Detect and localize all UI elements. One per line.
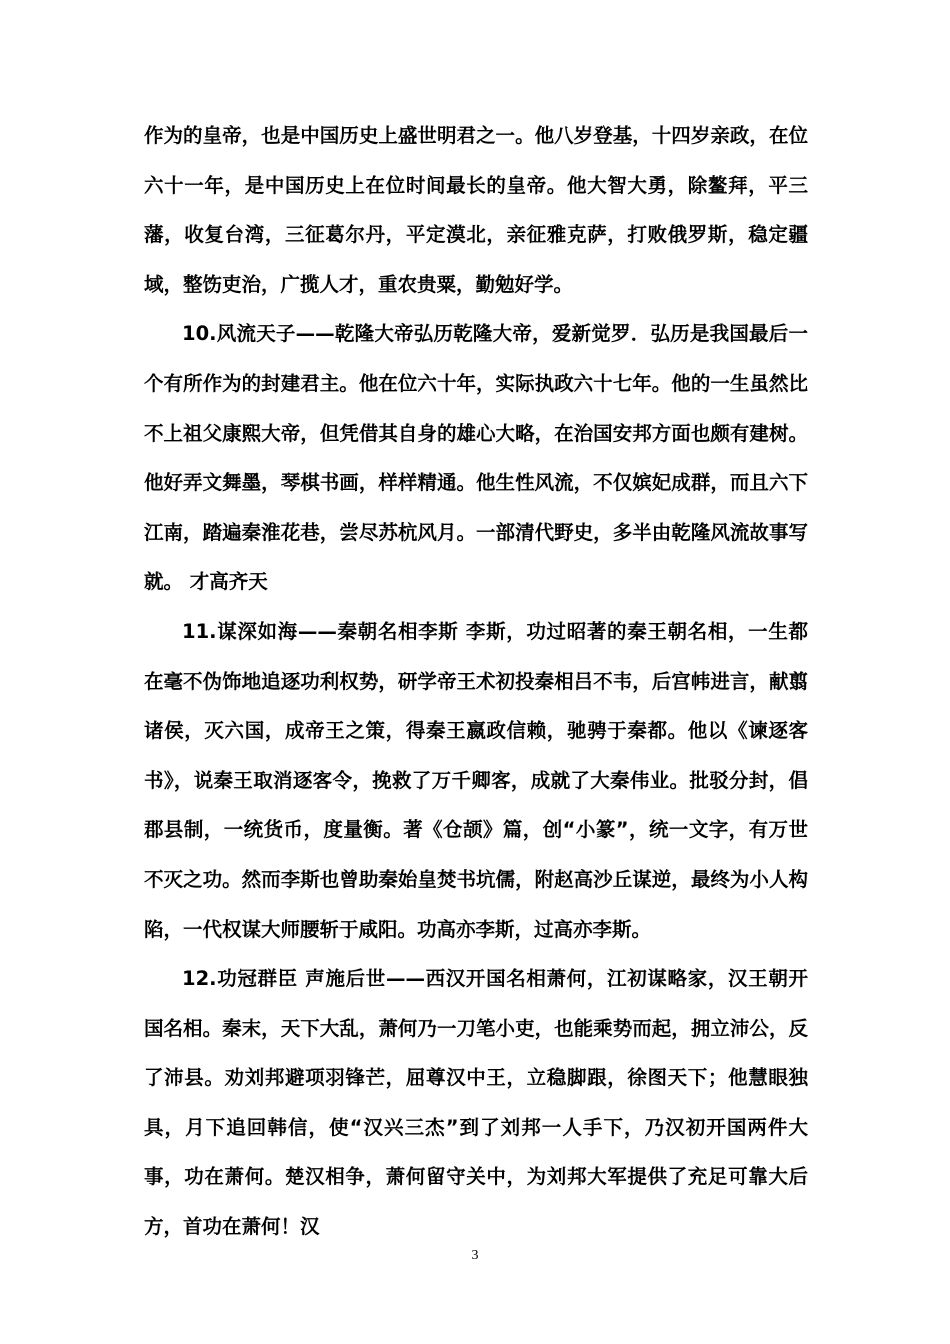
paragraph-qianlong: 10.风流天子——乾隆大帝弘历乾隆大帝，爱新觉罗．弘历是我国最后一个有所作为的封建君主。他在位六十年，实际执政六十七年。他的一生虽然比不上祖父康熙大帝，但凭借其自身的雄心大略，在治国安邦方面也颇有建树。他好弄文舞墨，琴棋书画，样样精通。他生性风流，不仅嫔妃成群，而且六下江南，踏遍秦淮花巷，尝尽苏杭风月。一部清代野史，多半由乾隆风流故事写就。 才高齐天 <box>144 322 808 594</box>
paragraph-kangxi-continued: 作为的皇帝，也是中国历史上盛世明君之一。他八岁登基，十四岁亲政，在位六十一年，是中国历史上在位时间最长的皇帝。他大智大勇，除鳌拜，平三藩，收复台湾，三征葛尔丹，平定漠北，亲征雅克萨，打败俄罗斯，稳定疆域，整饬吏治，广揽人才，重农贵粟，勤勉好学。 <box>144 124 808 296</box>
page-number: 3 <box>471 1248 479 1263</box>
body-text <box>144 111 808 1252</box>
paragraph-xiaohe: 12.功冠群臣 声施后世——西汉开国名相萧何，江初谋略家，汉王朝开国名相。秦末，天下大乱，萧何乃一刀笔小吏，也能乘势而起，拥立沛公，反了沛县。劝刘邦避项羽锋芒，屈尊汉中王，立稳脚跟，徐图天下；他慧眼独具，月下追回韩信，使“汉兴三杰”到了刘邦一人手下，乃汉初开国两件大事，功在萧何。楚汉相争，萧何留守关中，为刘邦大军提供了充足可靠大后方，首功在萧何！汉 <box>144 967 808 1239</box>
paragraph-lisi: 11.谋深如海——秦朝名相李斯 李斯，功过昭著的秦王朝名相，一生都在毫不伪饰地追逐功利权势，研学帝王术初投秦相吕不韦，后宫帏进言，献翦诸侯，灭六国，成帝王之策，得秦王嬴政信赖，驰骋于秦都。他以《谏逐客书》，说秦王取消逐客令，挽救了万千卿客，成就了大秦伟业。批驳分封，倡郡县制，一统货币，度量衡。著《仓颉》篇，创“小篆”，统一文字，有万世不灭之功。然而李斯也曾助秦始皇焚书坑儒，附赵高沙丘谋逆，最终为小人构陷，一代权谋大师腰斩于咸阳。功高亦李斯，过高亦李斯。 <box>144 619 808 941</box>
